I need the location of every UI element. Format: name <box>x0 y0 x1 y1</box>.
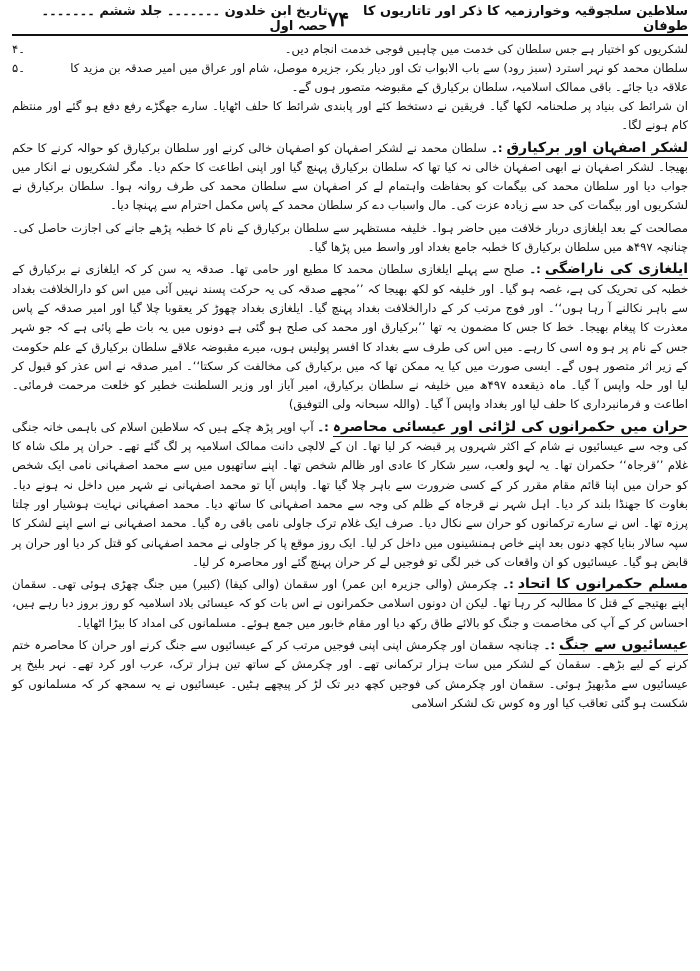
paragraph: سلطان محمد نے لشکر اصفہان کو اصفہان خالی کرنے اور سلطان برکیارق کو حوالہ کرنے کا حکم بھیجا۔ لشکر اصفہان نے ابھی اصفہان خالی نہ کیا تھا کہ سلطان برکیارق پہنچ گیا اور اپنی اطاعت کا حکم دیا۔ مگر لشکریوں نے انکار میں جواب دیا اور سلطان محمد کی بیگمات کو بحفاظت واہتمام لے کر اصفہان سے سلطان محمد کی طرف روانہ ہوا۔ سلطان برکیارق نے لشکریوں اور بیگمات کی حد سے زیادہ عزت کی۔ مال واسباب دے کر سلطان محمد کے پاس مکمل احترام سے پہنچا دیا۔ <box>12 140 688 213</box>
term-number: ۴۔ <box>12 42 26 56</box>
section: عیسائیوں سے جنگ:۔ چنانچہ سقمان اور چکرمش اپنی اپنی فوجیں مرتب کر کے عیسائیوں سے جنگ کرنے اور حران کا محاصرہ ختم کرنے کے لیے بڑھے۔ سقمان کے لشکر میں سات ہزار ترکمانی تھے۔ اور چکرمش کے ساتھ تین ہزار ترک، عرب اور کرد تھے۔ نہر بلیخ پر عیسائیوں سے مڈبھیڑ ہوئی۔ سقمان اور چکرمش کی فوجیں کچھ دیر تک لڑ کر پیچھے ہٹیں۔ عیسائیوں نے یہ سمجھ کر کہ مسلمانوں کو شکست ہو گئی تعاقب کیا اور وہ کوس تک لشکر اسلامی <box>12 637 689 710</box>
book-title: تاریخ ابن خلدون ۔۔۔۔۔۔۔ جلد ششم ۔۔۔۔۔۔۔ حصہ اول <box>41 4 328 34</box>
paragraph: آپ اوپر پڑھ چکے ہیں کہ سلاطین اسلام کی باہمی خانہ جنگی کی وجہ سے عیسائیوں نے شام کے اکثر شہروں پر قبضہ کر لیا تھا۔ ان کے لالچی دانت ممالک اسلامیہ پر لگ گئے تھے۔ حران پر ملک شاہ کا غلام ’’قرجاہ‘‘ حکمران تھا۔ یہ لہو ولعب، سیر شکار کا عادی اور ظالم شخص تھا۔ اپنے ساتھیوں میں سے محمد اصفہانی نامی ایک شخص کو حران میں اپنا قائم مقام مقرر کر کے کسی ضرورت سے باہر چلا گیا تھا۔ واپس آیا تو محمد اصفہانی نے شہر میں داخل نہ ہونے دیا۔ بغاوت کا جھنڈا بلند کر دیا۔ اہل شہر نے قرجاہ کے ظلم کی وجہ سے محمد اصفہانی کا ساتھ دیا۔ محمد اصفہانی نہایت ہوشیار اور چلتا پرزہ تھا۔ اس نے سارے ترکمانوں کو حران سے نکال دیا۔ صرف ایک غلام ترک جاولی نامی باقی رہ گیا۔ محمد اصفہانی نے اسے اپنے لشکر کا سپہ سالار بنایا کچھ دنوں بعد اپنے خاص ہمنشینوں میں داخل کر لیا۔ ایک روز موقع پا کر جاولی نے محمد اصفہانی کو قتل کر دیا اور حران پر قابض ہو گیا۔ عیسائیوں کو ان واقعات کی خبر لگی تو فوجیں لے کر حران پہنچ گئے اور محاصرہ کر لیا۔ <box>12 419 688 569</box>
section-heading: عیسائیوں سے جنگ <box>559 637 689 654</box>
chapter-title: سلاطین سلجوقیہ وخوارزمیہ کا ذکر اور تاتاریوں کا طوفان <box>363 4 688 34</box>
terms-list <box>12 40 688 97</box>
section: مسلم حکمرانوں کا اتحاد:۔ چکرمش (والی جزیرہ ابن عمر) اور سقمان (والی کیفا) (کبیر) میں جنگ چھڑی ہوئی تھی۔ سقمان اپنے بھتیجے کے قتل کا مطالبہ کر رہا تھا۔ لیکن ان دونوں اسلامی حکمرانوں نے اس بات کو کہ عیسائی بلاد اسلامیہ کو روز بروز دبا رہے ہیں، احساس کر کے آپ کی مخاصمت و جنگ کو بالائے طاق رکھ دیا اور مقام خابور میں جمع ہوئے۔ مسلمانوں کی امداد کا بیڑا اٹھایا۔ <box>12 576 689 630</box>
paragraph: صلح سے پہلے ایلغازی سلطان محمد کا مطیع اور حامی تھا۔ صدقہ یہ سن کر کہ ایلغازی نے برکیارق کے خطبہ کی تحریک کی ہے، غصہ ہو گیا۔ اور خلیفہ کو لکھ بھیجا کہ ’’مجھے صدقہ کی یہ حرکت پسند نہیں آئی میں اس کو دارالخلافت بغداد سے باہر نکالنے آ رہا ہوں‘‘۔ اور فوج مرتب کر کے دارالخلافت بغداد پہنچ گیا۔ ایلغازی بغداد چھوڑ کر یعقوبا چلا گیا اور امیر صدقہ کے پاس معذرت کا پیغام بھیجا۔ خط کا جس کا مضمون یہ تھا ’’برکیارق اور محمد کی صلح ہو گئی ہے دونوں میں یہ بات طے پائی ہے کہ جو شہر جس کے نام پر ہو وہ اسی کا رہے۔ میں اس کی طرف سے بغداد کا افسر پولیس ہوں، میرے مقبوضہ علاقے سلطان برکیارق کے علم حکومت کے زیر اثر متصور ہوں گے۔ ایسی صورت میں کیا یہ ممکن تھا کہ میں برکیارق کی مخالفت کر سکتا‘‘۔ امیر صدقہ نے اس عذر کو قبول کر لیا اور حلہ واپس آ گیا۔ ماہ ذیقعدہ ۴۹۷ھ میں خلیفہ نے سلطان برکیارق، امیر آیاز اور وزیر السلطنت خطیر کو خلعت مرحمت فرمائی۔ اطاعت و فرمانبرداری کا حلف لیا اور بغداد واپس آ گیا۔ (واللہ سبحانہ ولی التوفیق) <box>12 262 688 412</box>
section-heading: ایلغازی کی ناراضگی <box>544 261 689 278</box>
list-item <box>12 40 688 59</box>
section: حران میں حکمرانوں کی لڑائی اور عیسائی محاصرہ:۔ آپ اوپر پڑھ چکے ہیں کہ سلاطین اسلام کی باہمی خانہ جنگی کی وجہ سے عیسائیوں نے شام کے اکثر شہروں پر قبضہ کر لیا تھا۔ ان کے لالچی دانت ممالک اسلامیہ پر لگ گئے تھے۔ حران پر ملک شاہ کا غلام ’’قرجاہ‘‘ حکمران تھا۔ یہ لہو ولعب، سیر شکار کا عادی اور ظالم شخص تھا۔ اپنے ساتھیوں میں سے محمد اصفہانی نامی ایک شخص کو حران میں اپنا قائم مقام مقرر کر کے کسی ضرورت سے باہر چلا گیا تھا۔ واپس آیا تو محمد اصفہانی نے شہر میں داخل نہ ہونے دیا۔ بغاوت کا جھنڈا بلند کر دیا۔ اہل شہر نے قرجاہ کے ظلم کی وجہ سے محمد اصفہانی کا ساتھ دیا۔ محمد اصفہانی نہایت ہوشیار اور چلتا پرزہ تھا۔ اس نے سارے ترکمانوں کو حران سے نکال دیا۔ صرف ایک غلام ترک جاولی نامی باقی رہ گیا۔ محمد اصفہانی نے اسے اپنے لشکر کا سپہ سالار بنایا کچھ دنوں بعد اپنے خاص ہمنشینوں میں داخل کر لیا۔ ایک روز موقع پا کر جاولی نے محمد اصفہانی کو قتل کر دیا اور حران پر قابض ہو گیا۔ عیسائیوں کو ان واقعات کی خبر لگی تو فوجیں لے کر حران پہنچ گئے اور محاصرہ کر لیا۔ <box>12 418 688 569</box>
list-item <box>12 59 688 97</box>
paragraph: چنانچہ سقمان اور چکرمش اپنی اپنی فوجیں مرتب کر کے عیسائیوں سے جنگ کرنے اور حران کا محاصرہ ختم کرنے کے لیے بڑھے۔ سقمان کے لشکر میں سات ہزار ترکمانی تھے۔ اور چکرمش کے ساتھ تین ہزار ترک، عرب اور کرد تھے۔ نہر بلیخ پر عیسائیوں سے مڈبھیڑ ہوئی۔ سقمان اور چکرمش کی فوجیں کچھ دیر تک لڑ کر پیچھے ہٹیں۔ عیسائیوں نے یہ سمجھ کر کہ مسلمانوں کو شکست ہو گئی تعاقب کیا اور وہ کوس تک لشکر اسلامی <box>12 638 688 710</box>
section: ایلغازی کی ناراضگی:۔ صلح سے پہلے ایلغازی سلطان محمد کا مطیع اور حامی تھا۔ صدقہ یہ سن کر کہ ایلغازی نے برکیارق کے خطبہ کی تحریک کی ہے، غصہ ہو گیا۔ اور خلیفہ کو لکھ بھیجا کہ ’’مجھے صدقہ کی یہ حرکت پسند نہیں آئی میں اس کو دارالخلافت بغداد سے باہر نکالنے آ رہا ہوں‘‘۔ اور فوج مرتب کر کے دارالخلافت بغداد پہنچ گیا۔ ایلغازی بغداد چھوڑ کر یعقوبا چلا گیا اور امیر صدقہ کے پاس معذرت کا پیغام بھیجا۔ خط کا جس کا مضمون یہ تھا ’’برکیارق اور محمد کی صلح ہو گئی ہے دونوں میں یہ بات طے پائی ہے کہ جو شہر جس کے نام پر ہو وہ اسی کا رہے۔ میں اس کی طرف سے بغداد کا افسر پولیس ہوں، میرے مقبوضہ علاقے سلطان برکیارق کے علم حکومت کے زیر اثر متصور ہوں گے۔ ایسی صورت میں کیا یہ ممکن تھا کہ میں برکیارق کی مخالفت کر سکتا‘‘۔ امیر صدقہ نے اس عذر کو قبول کر لیا اور حلہ واپس آ گیا۔ ماہ ذیقعدہ ۴۹۷ھ میں خلیفہ نے سلطان برکیارق، امیر آیاز اور وزیر السلطنت خطیر کو خلعت مرحمت فرمائی۔ اطاعت و فرمانبرداری کا حلف لیا اور بغداد واپس آ گیا۔ (واللہ سبحانہ ولی التوفیق) <box>12 261 689 412</box>
term-number: ۵۔ <box>12 61 26 75</box>
page-number: ۷۴ <box>327 7 350 31</box>
term-text: لشکریوں کو اختیار ہے جس سلطان کی خدمت میں چاہیں فوجی خدمت انجام دیں۔ <box>284 42 688 56</box>
paragraph: چکرمش (والی جزیرہ ابن عمر) اور سقمان (والی کیفا) (کبیر) میں جنگ چھڑی ہوئی تھی۔ سقمان اپنے بھتیجے کے قتل کا مطالبہ کر رہا تھا۔ لیکن ان دونوں اسلامی حکمرانوں نے اس بات کو کہ عیسائی بلاد اسلامیہ کو روز بروز دبا رہے ہیں، احساس کر کے آپ کی مخاصمت و جنگ کو بالائے طاق رکھ دیا اور مقام خابور میں جمع ہوئے۔ مسلمانوں کی امداد کا بیڑا اٹھایا۔ <box>12 577 688 630</box>
section-heading: لشکر اصفہان اور برکیارق <box>506 139 688 156</box>
term-text: سلطان محمد کو نہر استرد (سبز رود) سے باب الابواب تک اور دیار بکر، جزیرہ موصل، شام اور عراق میں امیر صدقہ بن مزید کا علاقہ دیا جائے۔ باقی ممالک اسلامیہ، سلطان برکیارق کے مقبوضہ متصور ہوں گے۔ <box>70 61 688 94</box>
paragraph: ان شرائط کی بنیاد پر صلحنامہ لکھا گیا۔ فریقین نے دستخط کئے اور پابندی شرائط کا حلف اٹھایا۔ سارے جھگڑے رفع دفع ہو گئے اور منتظم کام ہونے لگا۔ <box>12 99 688 133</box>
section-heading: مسلم حکمرانوں کا اتحاد <box>517 576 689 593</box>
running-header <box>12 6 688 32</box>
section-heading: حران میں حکمرانوں کی لڑائی اور عیسائی محاصرہ <box>332 418 688 435</box>
section: لشکر اصفہان اور برکیارق:۔ سلطان محمد نے لشکر اصفہان کو اصفہان خالی کرنے اور سلطان برکیارق کو حوالہ کرنے کا حکم بھیجا۔ لشکر اصفہان نے ابھی اصفہان خالی نہ کیا تھا کہ سلطان برکیارق پہنچ گیا اور اپنی اطاعت کا حکم دیا۔ مگر لشکریوں نے انکار میں جواب دیا اور سلطان محمد کی بیگمات کو بحفاظت واہتمام لے کر اصفہان سے سلطان محمد کی طرف روانہ ہوا۔ سلطان برکیارق نے لشکریوں اور بیگمات کی حد سے زیادہ عزت کی۔ مال واسباب دے کر سلطان محمد کے پاس مکمل احترام سے پہنچا دیا۔ <box>12 139 688 213</box>
header-rule <box>12 34 688 36</box>
paragraph: مصالحت کے بعد ایلغازی دربار خلافت میں حاضر ہوا۔ خلیفہ مستظہر سے سلطان برکیارق کے نام کا خطبہ پڑھے جانے کی اجازت حاصل کی۔ چنانچہ ۴۹۷ھ میں سلطان برکیارق کا خطبہ جامع بغداد اور واسط میں پڑھا گیا۔ <box>12 220 688 255</box>
